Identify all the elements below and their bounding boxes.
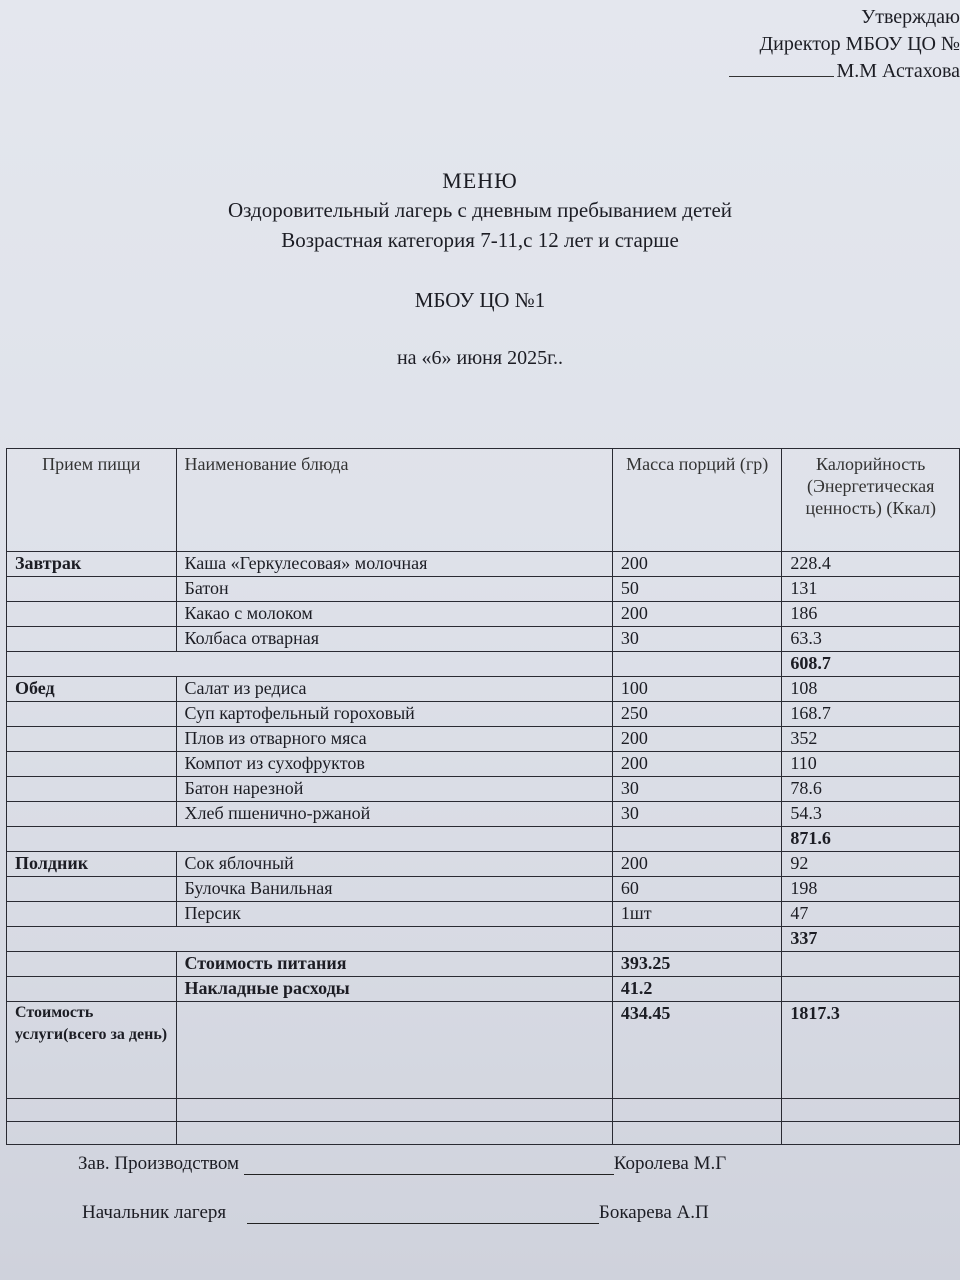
kcal-cell: 352: [782, 727, 960, 752]
mass-cell: 200: [612, 552, 782, 577]
production-head-label: Зав. Производством: [78, 1153, 240, 1174]
blank-row: [7, 1099, 960, 1122]
kcal-cell: 92: [782, 852, 960, 877]
dish-cell: Плов из отварного мяса: [176, 727, 612, 752]
blank-cell: [176, 1122, 612, 1145]
meal-cell: [7, 702, 177, 727]
approval-title: Утверждаю: [861, 6, 960, 28]
kcal-cell: [782, 977, 960, 1002]
food-cost-value: 393.25: [612, 952, 782, 977]
approval-name: М.М Астахова: [836, 60, 960, 82]
blank-cell: [176, 1099, 612, 1122]
kcal-cell: 131: [782, 577, 960, 602]
table-row: [7, 577, 960, 602]
dish-cell: Суп картофельный гороховый: [176, 702, 612, 727]
dish-cell: Сок яблочный: [176, 852, 612, 877]
subtotal-spacer: [7, 827, 613, 852]
dish-cell: Батон: [176, 577, 612, 602]
dish-cell: Персик: [176, 902, 612, 927]
document-title: МЕНЮ: [442, 168, 518, 193]
subtotal-spacer: [7, 652, 613, 677]
food-cost-row: [7, 952, 960, 977]
table-row: [7, 702, 960, 727]
kcal-cell: 198: [782, 877, 960, 902]
subtotal-spacer: [7, 927, 613, 952]
mass-cell: 30: [612, 802, 782, 827]
lunch-subtotal: 871.6: [782, 827, 960, 852]
camp-head-signature: [82, 1202, 709, 1224]
food-cost-label: Стоимость питания: [176, 952, 612, 977]
blank-cell: [782, 1122, 960, 1145]
kcal-cell: 108: [782, 677, 960, 702]
camp-head-name: Бокарева А.П: [598, 1202, 709, 1223]
table-row: [7, 727, 960, 752]
menu-table: [6, 448, 960, 1145]
production-head-signature: [78, 1153, 726, 1175]
breakfast-subtotal: 608.7: [782, 652, 960, 677]
mass-cell: 100: [612, 677, 782, 702]
camp-name: Оздоровительный лагерь с дневным пребыванием детей: [227, 198, 733, 222]
table-row: [7, 627, 960, 652]
signature-line: [729, 76, 834, 77]
meal-cell: [7, 752, 177, 777]
kcal-cell: 186: [782, 602, 960, 627]
production-head-name: Королева М.Г: [613, 1153, 727, 1174]
kcal-cell: [782, 952, 960, 977]
header-meal: Прием пищи: [7, 449, 177, 552]
table-row: [7, 677, 960, 702]
meal-cell: [7, 952, 177, 977]
signature-line: [247, 1203, 599, 1224]
meal-cell: [7, 977, 177, 1002]
mass-cell: 60: [612, 877, 782, 902]
dish-cell: Колбаса отварная: [176, 627, 612, 652]
table-row: [7, 902, 960, 927]
total-cost: 434.45: [612, 1002, 782, 1099]
subtotal-mass: [612, 652, 782, 677]
meal-cell: [7, 902, 177, 927]
table-header-row: [7, 449, 960, 552]
blank-cell: [782, 1099, 960, 1122]
mass-cell: 30: [612, 777, 782, 802]
dish-cell: Какао с молоком: [176, 602, 612, 627]
blank-cell: [7, 1099, 177, 1122]
table-row: [7, 777, 960, 802]
blank-cell: [612, 1099, 782, 1122]
table-row: [7, 802, 960, 827]
approval-block: [720, 4, 960, 85]
meal-lunch: Обед: [7, 677, 177, 702]
subtotal-row: [7, 652, 960, 677]
meal-cell: [7, 877, 177, 902]
meal-breakfast: Завтрак: [7, 552, 177, 577]
blank-cell: [612, 1122, 782, 1145]
kcal-cell: 63.3: [782, 627, 960, 652]
meal-cell: [7, 727, 177, 752]
kcal-cell: 78.6: [782, 777, 960, 802]
mass-cell: 30: [612, 627, 782, 652]
approval-signature: [720, 58, 960, 85]
table-row: [7, 877, 960, 902]
dish-cell: Салат из редиса: [176, 677, 612, 702]
camp-head-label: Начальник лагеря: [82, 1202, 227, 1223]
meal-cell: [7, 627, 177, 652]
mass-cell: 200: [612, 727, 782, 752]
table-row: [7, 752, 960, 777]
total-label: Стоимость услуги(всего за день): [7, 1002, 177, 1099]
subtotal-mass: [612, 927, 782, 952]
age-category: Возрастная категория 7-11,с 12 лет и старше: [281, 228, 679, 252]
table-row: [7, 552, 960, 577]
blank-row: [7, 1122, 960, 1145]
mass-cell: 200: [612, 602, 782, 627]
header-calories: Калорийность (Энергетическая ценность) (Ккал): [782, 449, 960, 552]
snack-subtotal: 337: [782, 927, 960, 952]
mass-cell: 50: [612, 577, 782, 602]
dish-cell: Компот из сухофруктов: [176, 752, 612, 777]
dish-cell: Батон нарезной: [176, 777, 612, 802]
kcal-cell: 110: [782, 752, 960, 777]
kcal-cell: 168.7: [782, 702, 960, 727]
table-row: [7, 852, 960, 877]
dish-cell: Хлеб пшенично-ржаной: [176, 802, 612, 827]
mass-cell: 200: [612, 852, 782, 877]
meal-cell: [7, 577, 177, 602]
overhead-value: 41.2: [612, 977, 782, 1002]
dish-cell: Каша «Геркулесовая» молочная: [176, 552, 612, 577]
dish-cell: Булочка Ванильная: [176, 877, 612, 902]
blank-cell: [7, 1122, 177, 1145]
meal-cell: [7, 777, 177, 802]
organization-name: МБОУ ЦО №1: [414, 288, 546, 312]
subtotal-mass: [612, 827, 782, 852]
menu-date: на «6» июня 2025г..: [396, 347, 564, 369]
subtotal-row: [7, 827, 960, 852]
header-dish: Наименование блюда: [176, 449, 612, 552]
mass-cell: 250: [612, 702, 782, 727]
total-kcal: 1817.3: [782, 1002, 960, 1099]
meal-snack: Полдник: [7, 852, 177, 877]
total-row: [7, 1002, 960, 1099]
meal-cell: [7, 802, 177, 827]
kcal-cell: 228.4: [782, 552, 960, 577]
overhead-row: [7, 977, 960, 1002]
overhead-label: Накладные расходы: [176, 977, 612, 1002]
kcal-cell: 54.3: [782, 802, 960, 827]
table-row: [7, 602, 960, 627]
header-mass: Масса порций (гр): [612, 449, 782, 552]
dish-cell: [176, 1002, 612, 1099]
mass-cell: 200: [612, 752, 782, 777]
subtotal-row: [7, 927, 960, 952]
kcal-cell: 47: [782, 902, 960, 927]
signature-line: [244, 1154, 614, 1175]
meal-cell: [7, 602, 177, 627]
approval-position: Директор МБОУ ЦО №: [759, 33, 960, 55]
mass-cell: 1шт: [612, 902, 782, 927]
